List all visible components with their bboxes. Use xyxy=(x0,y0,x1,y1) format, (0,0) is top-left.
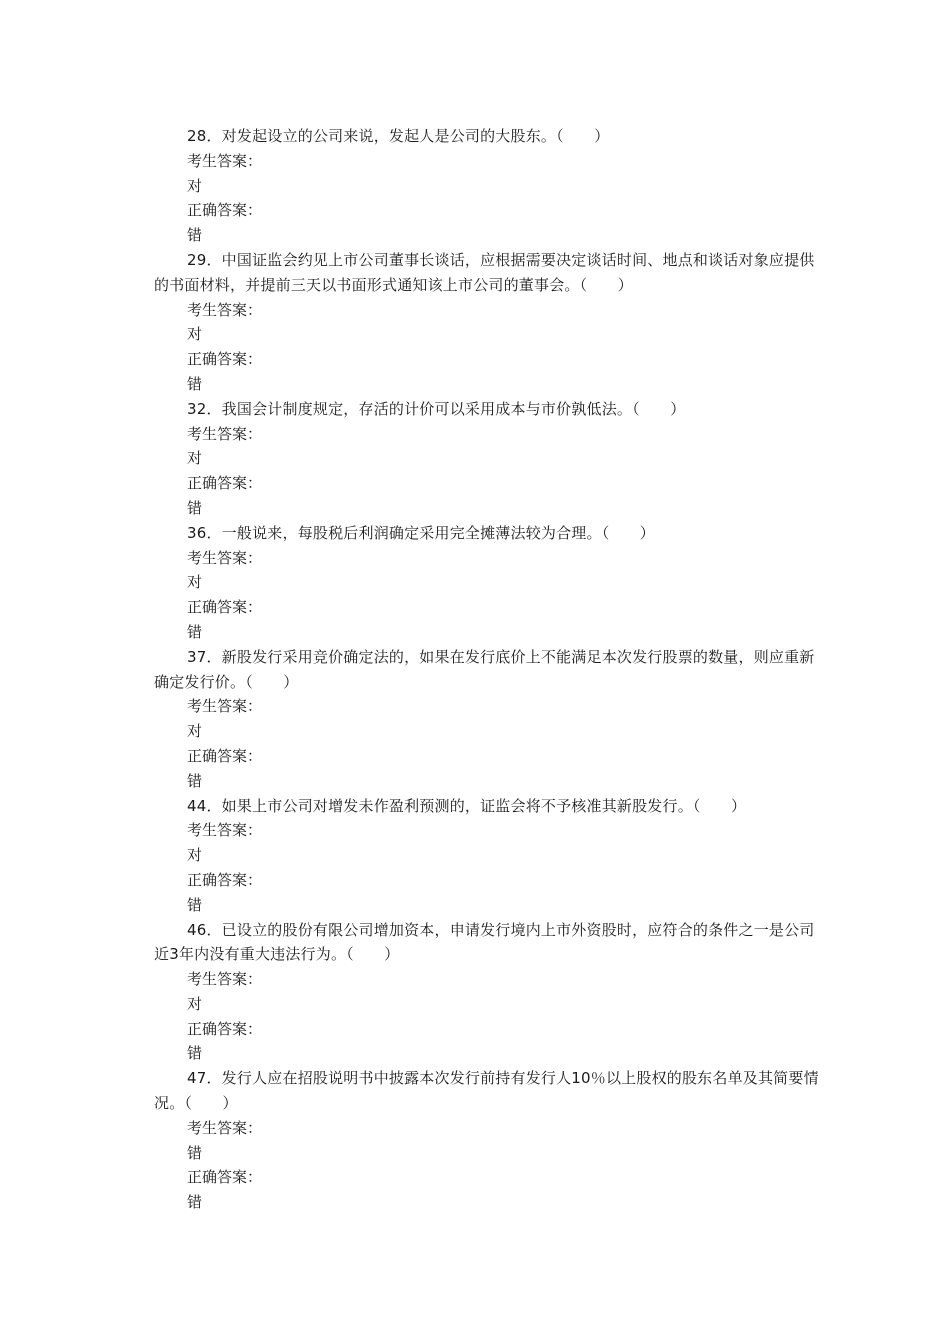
question-text: 37．新股发行采用竞价确定法的，如果在发行底价上不能满足本次发行股票的数量，则应重新确定发行价。（ ） xyxy=(154,647,815,691)
student-answer-label: 考生答案： xyxy=(187,151,263,170)
correct-answer-value: 错 xyxy=(187,1193,203,1212)
correct-answer-value: 错 xyxy=(187,498,203,517)
student-answer-value: 对 xyxy=(187,176,203,195)
question-text: 28．对发起设立的公司来说，发起人是公司的大股东。（ ） xyxy=(187,127,610,145)
question-text: 29．中国证监会约见上市公司董事长谈话，应根据需要决定谈话时间、地点和谈话对象应提供的书面材料，并提前三天以书面形式通知该上市公司的董事会。（ ） xyxy=(154,250,815,294)
student-answer-value: 对 xyxy=(187,573,203,592)
correct-answer-label: 正确答案： xyxy=(187,201,263,220)
correct-answer-value: 错 xyxy=(187,771,203,790)
correct-answer-value: 错 xyxy=(187,374,203,393)
student-answer-value: 对 xyxy=(187,846,203,865)
student-answer-label: 考生答案： xyxy=(187,300,263,319)
correct-answer-label: 正确答案： xyxy=(187,1019,263,1038)
student-answer-label: 考生答案： xyxy=(187,970,263,989)
student-answer-label: 考生答案： xyxy=(187,548,263,567)
student-answer-value: 对 xyxy=(187,449,203,468)
question-text: 44．如果上市公司对增发未作盈利预测的，证监会将不予核准其新股发行。（ ） xyxy=(187,796,747,815)
student-answer-value: 错 xyxy=(187,1143,203,1162)
question-block xyxy=(154,521,824,645)
correct-answer-value: 错 xyxy=(187,622,203,641)
student-answer-label: 考生答案： xyxy=(187,1118,263,1137)
document-page xyxy=(154,124,824,1215)
question-block xyxy=(154,397,824,521)
question-block xyxy=(154,645,824,794)
question-block xyxy=(154,918,824,1067)
question-block xyxy=(154,1066,824,1215)
correct-answer-label: 正确答案： xyxy=(187,746,263,765)
correct-answer-label: 正确答案： xyxy=(187,350,263,369)
correct-answer-label: 正确答案： xyxy=(187,1168,263,1187)
student-answer-value: 对 xyxy=(187,325,203,344)
question-block xyxy=(154,248,824,397)
student-answer-label: 考生答案： xyxy=(187,697,263,716)
correct-answer-label: 正确答案： xyxy=(187,598,263,617)
student-answer-value: 对 xyxy=(187,722,203,741)
question-text: 46．已设立的股份有限公司增加资本，申请发行境内上市外资股时，应符合的条件之一是公司近3年内没有重大违法行为。（ ） xyxy=(154,920,815,964)
correct-answer-label: 正确答案： xyxy=(187,474,263,493)
correct-answer-value: 错 xyxy=(187,1044,203,1063)
question-text: 47．发行人应在招股说明书中披露本次发行前持有发行人10％以上股权的股东名单及其简要情况。（ ） xyxy=(154,1069,819,1113)
question-block xyxy=(154,794,824,918)
question-text: 36．一般说来，每股税后利润确定采用完全摊薄法较为合理。（ ） xyxy=(187,523,655,542)
correct-answer-label: 正确答案： xyxy=(187,870,263,889)
student-answer-value: 对 xyxy=(187,994,203,1013)
correct-answer-value: 错 xyxy=(187,226,203,245)
student-answer-label: 考生答案： xyxy=(187,424,263,443)
student-answer-label: 考生答案： xyxy=(187,821,263,840)
question-text: 32．我国会计制度规定，存活的计价可以采用成本与市价孰低法。（ ） xyxy=(187,399,686,418)
question-block xyxy=(154,124,824,248)
correct-answer-value: 错 xyxy=(187,895,203,914)
